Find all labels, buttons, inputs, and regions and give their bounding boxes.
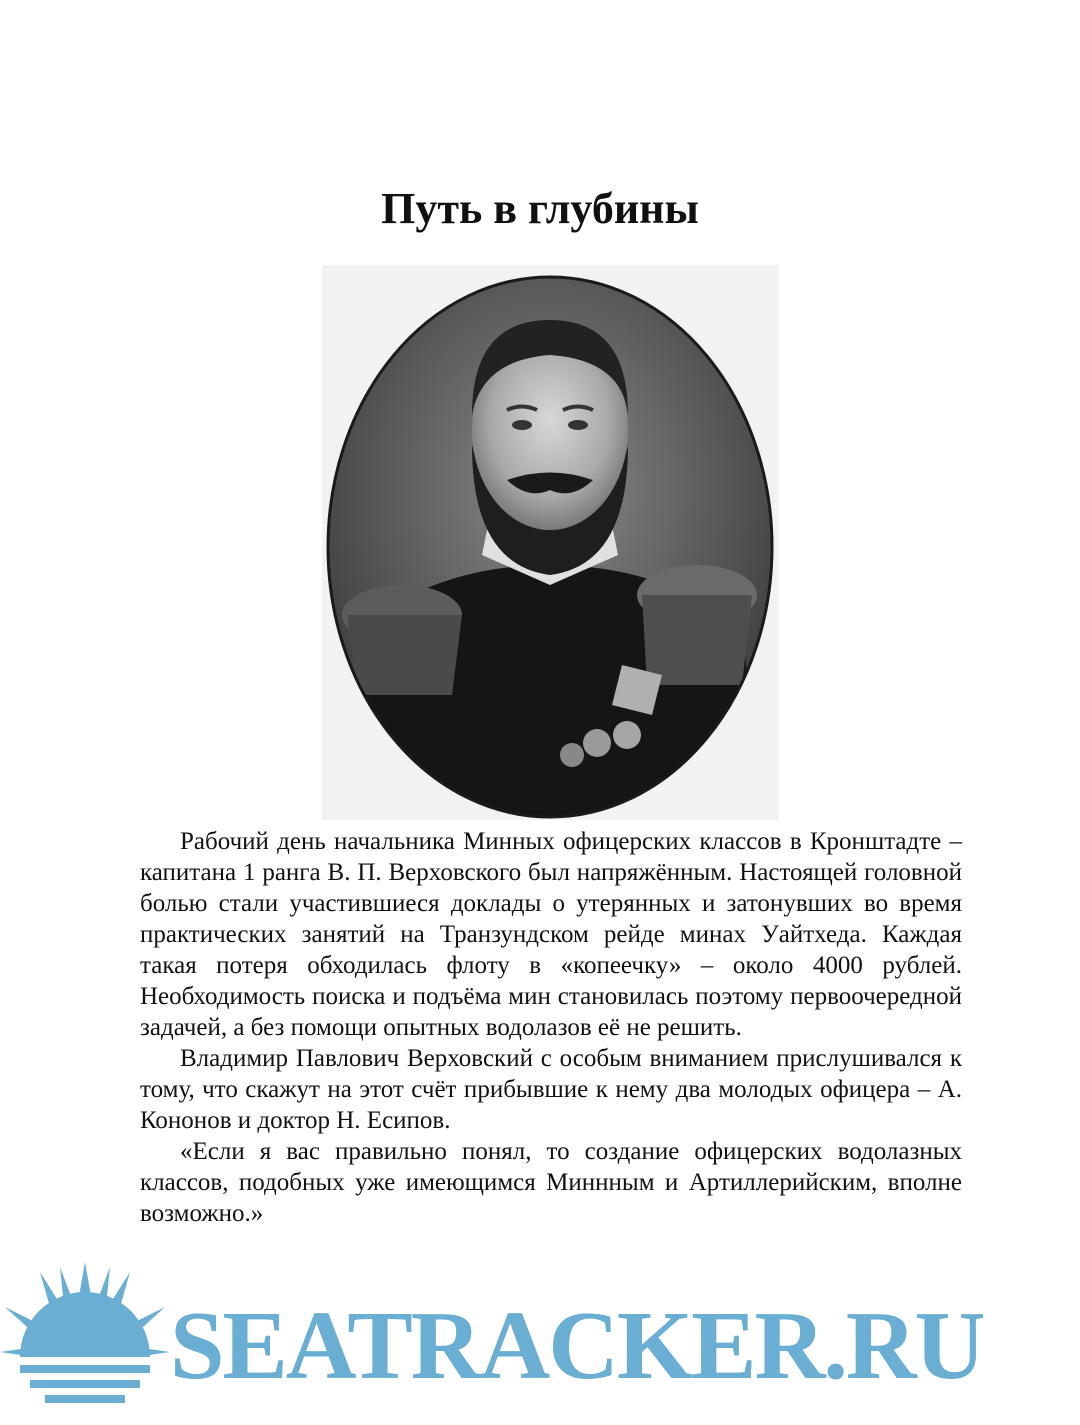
paragraph: Владимир Павлович Верховский с особым вниманием прислушивался к тому, что скажут на этот счёт прибывшие к нему два молодых офицера – А. Кононов и доктор Н. Есипов. [140, 1045, 962, 1134]
portrait-image [322, 265, 779, 820]
paragraph: «Если я вас правильно понял, то создание офицерских водолазных классов, подобных уже имеющимся Миннным и Артиллерийским, вполне возможно.» [140, 1138, 962, 1227]
watermark-logo-text: SEATRACKER.RU [170, 1292, 984, 1400]
paragraph: Рабочий день начальника Минных офицерских классов в Кронштадте – капитана 1 ранга В. П. Верховского был напряжённым. Настоящей головной болью стали участившиеся доклады о утерянных и затонувших во время практических занятий на Транзундском рейде минах Уайтхеда. Каждая такая потеря обходилась флоту в «копеечку» – около 4000 рублей. Необходимость поиска и подъёма мин становилась поэтому первоочередной задачей, а без помощи опытных водолазов её не решить. [140, 828, 962, 1041]
page-title: Путь в глубины [381, 184, 699, 233]
article-body [140, 826, 962, 1229]
